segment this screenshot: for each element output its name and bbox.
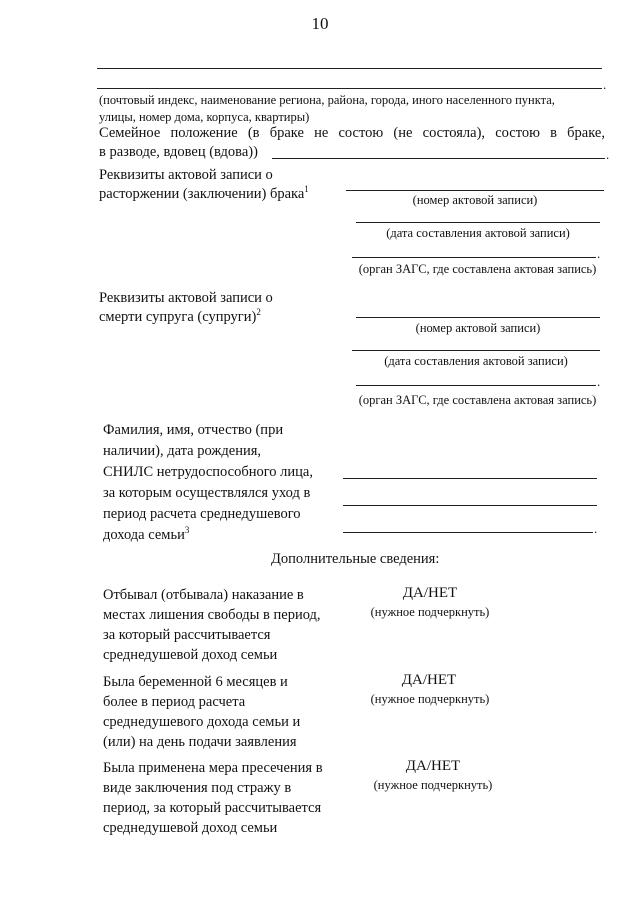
care-recipient-field-3[interactable] bbox=[343, 532, 593, 533]
question-1-note: (нужное подчеркнуть) bbox=[370, 605, 490, 619]
divorce-record-organ-caption: (орган ЗАГС, где составлена актовая запись) bbox=[358, 262, 597, 276]
question-2-line-4: (или) на день подачи заявления bbox=[103, 734, 297, 750]
care-label-line-4: за которым осуществлялся уход в bbox=[103, 485, 311, 501]
question-1-line-1: Отбывал (отбывала) наказание в bbox=[103, 587, 304, 603]
question-2-line-3: среднедушевого дохода семьи и bbox=[103, 714, 301, 730]
question-3-line-1: Была применена мера пресечения в bbox=[103, 760, 323, 776]
question-3-line-4: среднедушевой доход семьи bbox=[103, 820, 278, 836]
divorce-record-period: . bbox=[597, 246, 601, 261]
divorce-record-organ-field[interactable] bbox=[352, 257, 596, 258]
address-field-line[interactable] bbox=[97, 68, 602, 69]
divorce-label-line-1: Реквизиты актовой записи о bbox=[99, 167, 273, 183]
death-label-line-1: Реквизиты актовой записи о bbox=[99, 290, 273, 306]
care-recipient-field-1[interactable] bbox=[343, 478, 597, 479]
care-label-line-1: Фамилия, имя, отчество (при bbox=[103, 422, 284, 438]
care-recipient-field-2[interactable] bbox=[343, 505, 597, 506]
death-record-organ-caption: (орган ЗАГС, где составлена актовая запись) bbox=[358, 393, 597, 407]
divorce-record-date-field[interactable] bbox=[356, 222, 600, 223]
divorce-record-number-field[interactable] bbox=[346, 190, 604, 191]
question-2-note: (нужное подчеркнуть) bbox=[370, 692, 490, 706]
care-recipient-period: . bbox=[594, 521, 598, 536]
address-caption-line-2: улицы, номер дома, корпуса, квартиры) bbox=[99, 110, 310, 124]
question-3-line-3: период, за который рассчитывается bbox=[103, 800, 322, 816]
death-record-number-caption: (номер актовой записи) bbox=[415, 321, 541, 335]
question-1-yes-no[interactable]: ДА/НЕТ bbox=[402, 585, 458, 601]
question-1-line-3: за который рассчитывается bbox=[103, 627, 271, 643]
question-2-yes-no[interactable]: ДА/НЕТ bbox=[401, 672, 457, 688]
marital-status-line-1: Семейное положение (в браке не состою (не состояла), состою в браке, bbox=[99, 125, 605, 141]
footnote-3-marker: 3 bbox=[184, 525, 190, 536]
question-3-line-2: виде заключения под стражу в bbox=[103, 780, 292, 796]
death-record-organ-field[interactable] bbox=[356, 385, 596, 386]
death-label-line-2: смерти супруга (супруги)$^2$ bbox=[99, 307, 261, 325]
death-record-period: . bbox=[597, 374, 601, 389]
care-label-line-2: наличии), дата рождения, bbox=[103, 443, 262, 459]
divorce-record-date-caption: (дата составления актовой записи) bbox=[386, 226, 570, 240]
question-2-line-2: более в период расчета bbox=[103, 694, 246, 710]
marital-status-field[interactable] bbox=[272, 158, 605, 159]
care-label-line-5: период расчета среднедушевого bbox=[103, 506, 301, 522]
death-record-date-caption: (дата составления актовой записи) bbox=[384, 354, 568, 368]
marital-status-line-2: в разводе, вдовец (вдова)) bbox=[99, 144, 258, 160]
question-2-line-1: Была беременной 6 месяцев и bbox=[103, 674, 288, 690]
question-3-yes-no[interactable]: ДА/НЕТ bbox=[405, 758, 461, 774]
address-field-line-2[interactable] bbox=[97, 88, 602, 89]
divorce-label-line-2: расторжении (заключении) брака$^1$ bbox=[99, 184, 309, 202]
divorce-record-number-caption: (номер актовой записи) bbox=[412, 193, 538, 207]
marital-status-period: . bbox=[606, 147, 610, 162]
question-1-line-4: среднедушевой доход семьи bbox=[103, 647, 278, 663]
death-record-number-field[interactable] bbox=[356, 317, 600, 318]
address-caption-line-1: (почтовый индекс, наименование региона, района, города, иного населенного пункта, bbox=[99, 93, 555, 107]
death-record-date-field[interactable] bbox=[352, 350, 600, 351]
address-period: . bbox=[603, 77, 607, 92]
page-number: 10 bbox=[311, 14, 329, 33]
footnote-1-marker: 1 bbox=[304, 184, 309, 195]
footnote-2-marker: 2 bbox=[256, 307, 261, 318]
additional-info-title: Дополнительные сведения: bbox=[271, 551, 440, 567]
care-label-line-6: дохода семьи$^3$ bbox=[103, 525, 190, 543]
question-3-note: (нужное подчеркнуть) bbox=[373, 778, 493, 792]
question-1-line-2: местах лишения свободы в период, bbox=[103, 607, 321, 623]
care-label-line-3: СНИЛС нетрудоспособного лица, bbox=[103, 464, 313, 480]
